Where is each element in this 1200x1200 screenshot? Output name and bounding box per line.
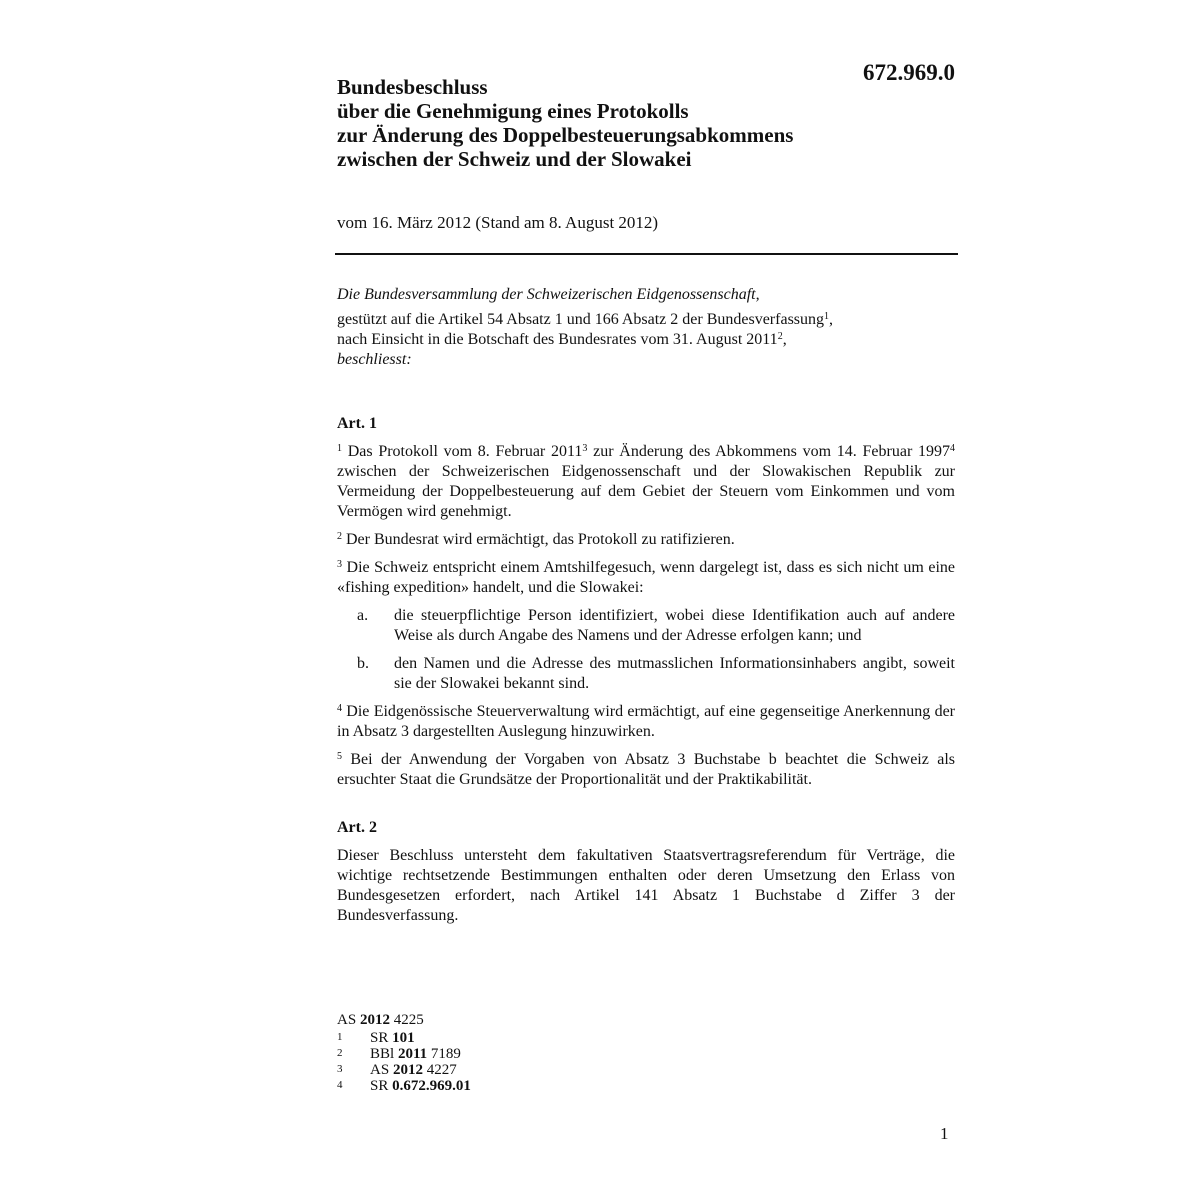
article-1-paragraph-1 xyxy=(337,442,955,522)
footnote-text xyxy=(370,1062,457,1078)
punctuation: , xyxy=(829,311,834,328)
ref-prefix: SR xyxy=(370,1030,393,1046)
sr-number: 672.969.0 xyxy=(863,60,955,85)
footnote-number: 4 xyxy=(337,1079,343,1091)
title-line: über die Genehmigung eines Protokolls xyxy=(337,99,689,123)
title-line: Bundesbeschluss xyxy=(337,75,488,99)
article-1-paragraph-2 xyxy=(337,530,955,550)
paragraph-number: 1 xyxy=(337,443,342,454)
footnote-number: 2 xyxy=(337,1047,343,1059)
preamble-basis-text: gestützt auf die Artikel 54 Absatz 1 und 166 Absatz 2 der Bundesverfassung xyxy=(337,311,825,328)
title-line: zur Änderung des Doppelbesteuerungsabkommens xyxy=(337,123,794,147)
footnote-ref[interactable]: 2 xyxy=(777,331,783,342)
paragraph-text: Bei der Anwendung der Vorgaben von Absatz 3 Buchstabe b beachtet die Schweiz als ersuchter Staat die Grundsätze der Proportionalität und der Praktikabilität. xyxy=(337,751,955,788)
paragraph-text: zwischen der Schweizerischen Eidgenossenschaft und der Slowakischen Republik zur Vermeidung der Doppelbesteuerung auf dem Gebiet der Steuern vom Einkommen und vom Vermögen wird genehmigt. xyxy=(337,463,955,520)
preamble-resolves: beschliesst: xyxy=(337,351,412,368)
document-body xyxy=(337,285,955,926)
article-1-paragraph-4 xyxy=(337,702,955,742)
article-1-paragraph-5 xyxy=(337,750,955,790)
preamble-message-text: nach Einsicht in die Botschaft des Bundesrates vom 31. August 2011 xyxy=(337,331,778,348)
paragraph-number: 5 xyxy=(337,751,342,762)
footnote-number: 1 xyxy=(337,1031,343,1043)
ref-suffix: 4227 xyxy=(422,1062,457,1078)
punctuation: , xyxy=(782,331,787,348)
footnote-item xyxy=(337,1030,737,1046)
article-1-heading: Art. 1 xyxy=(337,415,377,432)
footnote-ref[interactable]: 1 xyxy=(824,311,830,322)
ref-suffix: 4225 xyxy=(389,1012,424,1028)
page-number: 1 xyxy=(940,1124,949,1143)
preamble-basis xyxy=(337,310,955,330)
list-marker: b. xyxy=(357,655,369,672)
footnote-text xyxy=(370,1046,461,1062)
paragraph-text: zur Änderung des Abkommens vom 14. Februar 1997 xyxy=(587,443,950,460)
divider xyxy=(335,253,958,255)
preamble-intro: Die Bundesversammlung der Schweizerischen Eidgenossenschaft, xyxy=(337,286,760,303)
title-line: zwischen der Schweiz und der Slowakei xyxy=(337,147,692,171)
footnote-item xyxy=(337,1078,737,1094)
list-item-text: die steuerpflichtige Person identifiziert, wobei diese Identifikation auch auf andere Weise als durch Angabe des Namens und der Adresse erfolgen kann; und xyxy=(394,607,955,644)
paragraph-number: 4 xyxy=(337,703,342,714)
preamble-message xyxy=(337,330,955,350)
paragraph-text: Der Bundesrat wird ermächtigt, das Protokoll zu ratifizieren. xyxy=(342,531,735,548)
paragraph-text: Das Protokoll vom 8. Februar 2011 xyxy=(342,443,583,460)
article-1-paragraph-3 xyxy=(337,558,955,598)
ref-bold: 2012 xyxy=(359,1012,390,1028)
paragraph-text: Die Eidgenössische Steuerverwaltung wird ermächtigt, auf eine gegenseitige Anerkennung der in Absatz 3 dargestellten Auslegung hinzuwirken. xyxy=(337,703,955,740)
footnote-text xyxy=(370,1078,471,1094)
document-title xyxy=(337,75,897,171)
footnote-item xyxy=(337,1062,737,1078)
list-item xyxy=(337,606,955,646)
ref-prefix: SR xyxy=(370,1078,393,1094)
ref-suffix: 7189 xyxy=(427,1046,461,1062)
list-marker: a. xyxy=(357,607,369,624)
footnote-text xyxy=(370,1030,415,1046)
paragraph-text: Die Schweiz entspricht einem Amtshilfegesuch, wenn dargelegt ist, dass es sich nicht um eine «fishing expedition» handelt, und die Slowakei: xyxy=(337,559,955,596)
ref-bold: 2011 xyxy=(397,1046,428,1062)
footnote-number: 3 xyxy=(337,1063,343,1075)
list-item-text: den Namen und die Adresse des mutmasslichen Informationsinhabers angibt, soweit sie der Slowakei bekannt sind. xyxy=(394,655,955,692)
ref-bold: 101 xyxy=(392,1030,415,1046)
article-2-text: Dieser Beschluss untersteht dem fakultativen Staatsvertragsreferendum für Verträge, die wichtige rechtsetzende Bestimmungen enthalten oder deren Umsetzung den Erlass von Bundesgesetzen erfordert, nach Artikel 141 Absatz 1 Buchstabe d Ziffer 3 der Bundesverfassung. xyxy=(337,847,955,924)
ref-prefix: AS xyxy=(337,1012,360,1028)
paragraph-number: 2 xyxy=(337,531,342,542)
footnote-ref[interactable]: 3 xyxy=(582,443,588,454)
ref-bold: 2012 xyxy=(392,1062,423,1078)
ref-bold: 0.672.969.01 xyxy=(392,1078,471,1094)
paragraph-number: 3 xyxy=(337,559,342,570)
footnote-item xyxy=(337,1046,737,1062)
date-line: vom 16. März 2012 (Stand am 8. August 2012) xyxy=(337,213,659,232)
footnotes xyxy=(337,1012,737,1094)
official-collection-ref xyxy=(337,1012,737,1028)
list-item xyxy=(337,654,955,694)
ref-prefix: BBl xyxy=(370,1046,398,1062)
ref-prefix: AS xyxy=(370,1062,393,1078)
footnote-ref[interactable]: 4 xyxy=(950,443,955,454)
article-2-heading: Art. 2 xyxy=(337,819,377,836)
